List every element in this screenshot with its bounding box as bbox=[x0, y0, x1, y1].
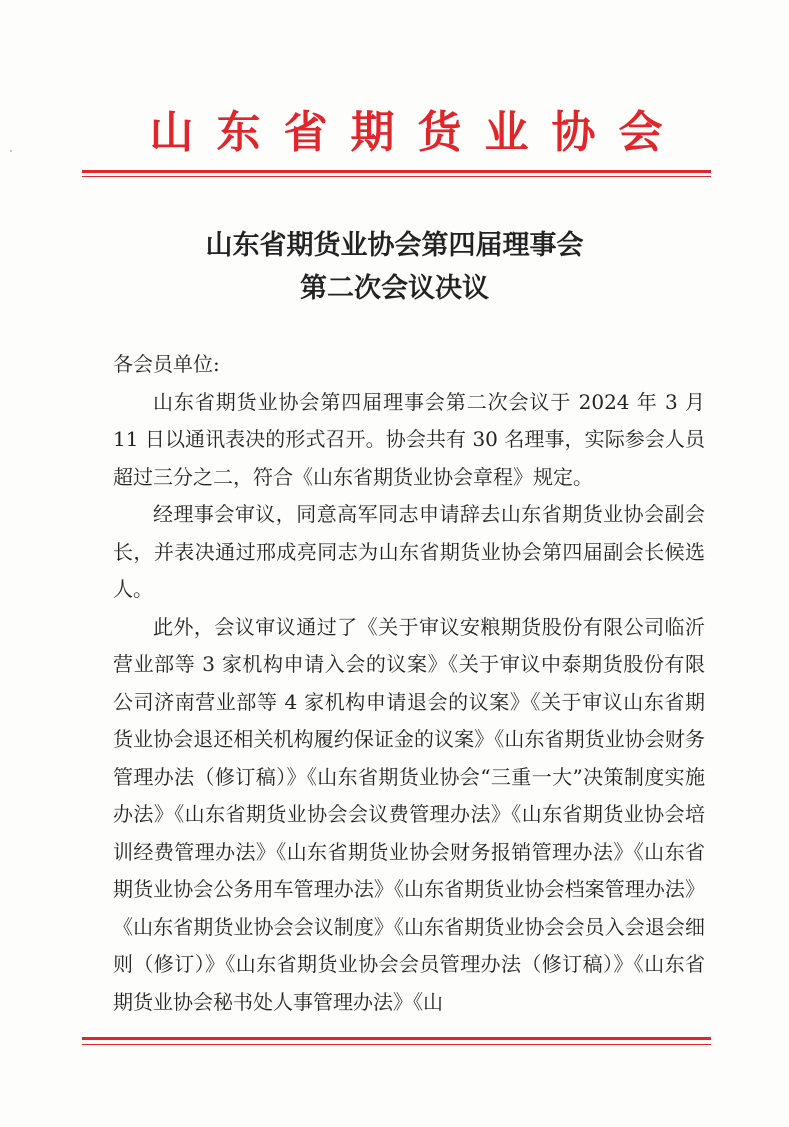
letterhead-title: 山东省期货业协会 bbox=[149, 107, 686, 158]
letterhead-rule-thick bbox=[82, 170, 711, 173]
letterhead-rule-thin bbox=[82, 176, 711, 177]
paragraph-personnel: 经理事会审议，同意高军同志申请辞去山东省期货业协会副会长，并表决通过邢成亮同志为山东省期货业协会第四届副会长候选人。 bbox=[113, 502, 705, 601]
salutation: 各会员单位: bbox=[113, 352, 220, 376]
document-title-line-1: 山东省期货业协会第四届理事会 bbox=[205, 230, 584, 261]
document-body bbox=[113, 346, 705, 1021]
document-title-line-2: 第二次会议决议 bbox=[300, 273, 489, 304]
footer-rule-thick bbox=[82, 1037, 711, 1040]
paragraph-resolutions: 此外，会议审议通过了《关于审议安粮期货股份有限公司临沂营业部等 3 家机构申请入会的议案》《关于审议中泰期货股份有限公司济南营业部等 4 家机构申请退会的议案》《关于审议山东省期货业协会退还相关机构履约保证金的议案》《山东省期货业协会财务管理办法（修订稿）》《山东省期货业协会“三重一大”决策制度实施办法》《山东省期货业协会会议费管理办法》《山东省期货业协会培训经费管理办法》《山东省期货业协会财务报销管理办法》《山东省期货业协会公务用车管理办法》《山东省期货业协会档案管理办法》《山东省期货业协会会议制度》《山东省期货业协会会员入会退会细则（修订）》《山东省期货业协会会员管理办法（修订稿）》《山东省期货业协会秘书处人事管理办法》《山 bbox=[113, 614, 705, 1014]
paragraph-meeting-info: 山东省期货业协会第四届理事会第二次会议于 2024 年 3 月 11 日以通讯表决的形式召开。协会共有 30 名理事，实际参会人员超过三分之二，符合《山东省期货业协会章程》规定。 bbox=[113, 389, 705, 489]
footer-rule-thin bbox=[82, 1044, 711, 1045]
